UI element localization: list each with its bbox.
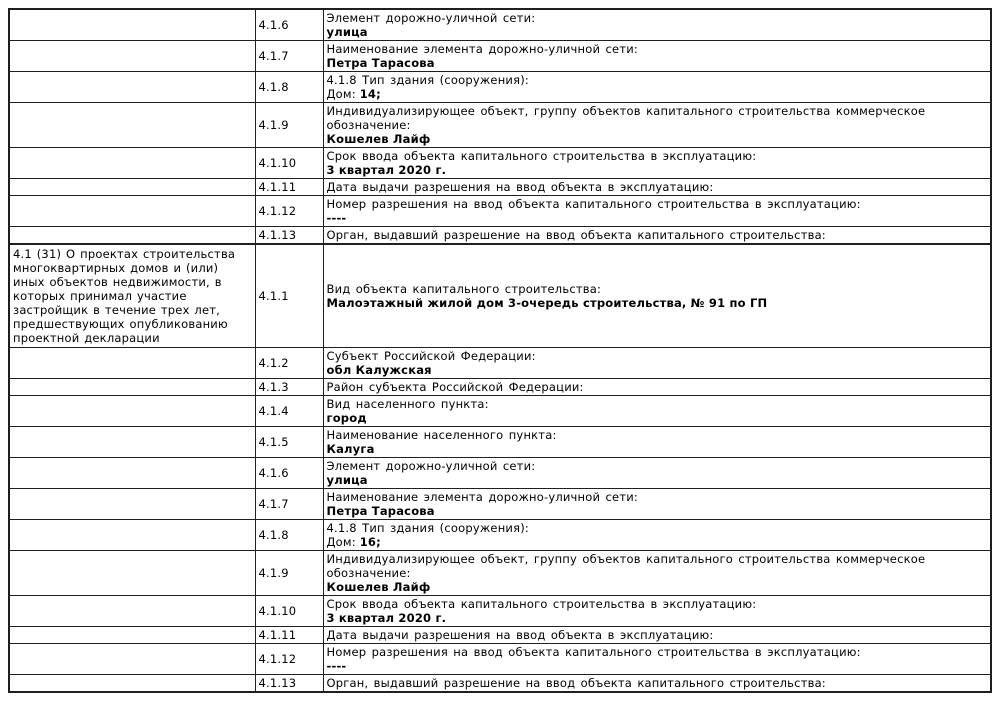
table-row — [9, 644, 991, 675]
table-row — [9, 627, 991, 644]
field-value-line — [327, 504, 988, 518]
field-label: 4.1.8 Тип здания (сооружения): — [326, 73, 529, 87]
section-cell — [9, 227, 255, 245]
section-cell — [9, 489, 255, 520]
field-value: Петра Тарасова — [326, 504, 435, 518]
declaration-table — [8, 8, 992, 693]
field-cell — [323, 227, 991, 245]
field-label: Срок ввода объекта капитального строительства в эксплуатацию: — [326, 149, 757, 163]
code-cell: 4.1.5 — [255, 427, 323, 458]
table-row — [9, 675, 991, 693]
field-cell — [323, 644, 991, 675]
section-cell — [9, 9, 255, 41]
table-row — [9, 396, 991, 427]
field-label: Индивидуализирующее объект, группу объектов капитального строительства коммерческое обозначение: — [326, 104, 926, 132]
code-cell: 4.1.9 — [255, 551, 323, 596]
field-label: Элемент дорожно-уличной сети: — [326, 11, 536, 25]
field-label: Срок ввода объекта капитального строительства в эксплуатацию: — [326, 597, 757, 611]
table-row — [9, 348, 991, 379]
field-value-line — [327, 442, 988, 456]
section-cell — [9, 244, 255, 348]
field-value-line — [327, 611, 988, 625]
field-cell — [323, 551, 991, 596]
code-cell: 4.1.8 — [255, 72, 323, 103]
code-cell: 4.1.7 — [255, 41, 323, 72]
section-cell — [9, 627, 255, 644]
field-cell — [323, 396, 991, 427]
field-value-line — [327, 296, 988, 310]
section-cell — [9, 551, 255, 596]
section-cell — [9, 427, 255, 458]
table-row — [9, 379, 991, 396]
code-cell: 4.1.11 — [255, 179, 323, 196]
field-cell — [323, 196, 991, 227]
field-value-line — [327, 87, 988, 101]
field-cell — [323, 103, 991, 148]
field-value: улица — [326, 25, 368, 39]
field-cell — [323, 179, 991, 196]
field-label: Вид объекта капитального строительства: — [326, 282, 602, 296]
field-label: Район субъекта Российской Федерации: — [326, 380, 584, 394]
field-label: Орган, выдавший разрешение на ввод объекта капитального строительства: — [326, 676, 826, 690]
section-cell — [9, 520, 255, 551]
table-row — [9, 244, 991, 348]
section-cell — [9, 379, 255, 396]
table-row — [9, 9, 991, 41]
code-cell: 4.1.9 — [255, 103, 323, 148]
section-label: 4.1 (31) О проектах строительства многоквартирных домов и (или) иных объектов недвижимости, в которых принимал участие застройщик в течение трех лет, предшествующих опубликованию проектной декларации — [13, 247, 236, 345]
field-value-prefix: Дом: — [326, 87, 360, 101]
field-value-prefix: Дом: — [326, 535, 360, 549]
field-value: ---- — [326, 211, 347, 225]
table-row — [9, 427, 991, 458]
field-label: Наименование населенного пункта: — [326, 428, 557, 442]
field-value: Кошелев Лайф — [326, 132, 431, 146]
code-cell: 4.1.4 — [255, 396, 323, 427]
section-cell — [9, 675, 255, 693]
section-cell — [9, 41, 255, 72]
field-cell — [323, 427, 991, 458]
field-cell — [323, 244, 991, 348]
field-label: Элемент дорожно-уличной сети: — [326, 459, 536, 473]
field-value-line — [327, 411, 988, 425]
field-value-line — [327, 363, 988, 377]
field-cell — [323, 379, 991, 396]
field-cell — [323, 520, 991, 551]
field-label: Наименование элемента дорожно-уличной сети: — [326, 490, 638, 504]
section-cell — [9, 348, 255, 379]
table-body — [9, 9, 991, 692]
table-row — [9, 489, 991, 520]
table-row — [9, 179, 991, 196]
field-value-line — [327, 163, 988, 177]
code-cell: 4.1.6 — [255, 458, 323, 489]
field-value: город — [326, 411, 367, 425]
field-label: Дата выдачи разрешения на ввод объекта в эксплуатацию: — [326, 180, 714, 194]
field-value: обл Калужская — [326, 363, 432, 377]
table-row — [9, 551, 991, 596]
table-row — [9, 596, 991, 627]
section-cell — [9, 103, 255, 148]
field-value-line — [327, 659, 988, 673]
field-label: Номер разрешения на ввод объекта капитального строительства в эксплуатацию: — [326, 197, 861, 211]
table-row — [9, 520, 991, 551]
field-label: Дата выдачи разрешения на ввод объекта в эксплуатацию: — [326, 628, 714, 642]
field-value-line — [327, 535, 988, 549]
field-value: 14; — [359, 87, 381, 101]
field-value: Петра Тарасова — [326, 56, 435, 70]
field-value: улица — [326, 473, 368, 487]
field-label: Орган, выдавший разрешение на ввод объекта капитального строительства: — [326, 228, 826, 242]
field-value-line — [327, 473, 988, 487]
field-value: ---- — [326, 659, 347, 673]
code-cell: 4.1.13 — [255, 227, 323, 245]
field-cell — [323, 9, 991, 41]
field-value-line — [327, 25, 988, 39]
table-row — [9, 41, 991, 72]
code-cell: 4.1.2 — [255, 348, 323, 379]
code-cell: 4.1.1 — [255, 244, 323, 348]
field-label: Субъект Российской Федерации: — [326, 349, 536, 363]
section-cell — [9, 596, 255, 627]
table-row — [9, 72, 991, 103]
field-value: 3 квартал 2020 г. — [326, 163, 447, 177]
section-cell — [9, 458, 255, 489]
code-cell: 4.1.12 — [255, 196, 323, 227]
section-cell — [9, 396, 255, 427]
field-cell — [323, 596, 991, 627]
field-cell — [323, 627, 991, 644]
field-label: Наименование элемента дорожно-уличной сети: — [326, 42, 638, 56]
code-cell: 4.1.10 — [255, 596, 323, 627]
section-cell — [9, 148, 255, 179]
table-row — [9, 458, 991, 489]
code-cell: 4.1.3 — [255, 379, 323, 396]
table-row — [9, 148, 991, 179]
field-value: Малоэтажный жилой дом 3-очередь строительства, № 91 по ГП — [326, 296, 768, 310]
section-cell — [9, 72, 255, 103]
field-cell — [323, 489, 991, 520]
field-label: Номер разрешения на ввод объекта капитального строительства в эксплуатацию: — [326, 645, 861, 659]
field-label: 4.1.8 Тип здания (сооружения): — [326, 521, 529, 535]
field-value-line — [327, 211, 988, 225]
field-cell — [323, 458, 991, 489]
field-value: 16; — [359, 535, 381, 549]
table-row — [9, 196, 991, 227]
field-value-line — [327, 56, 988, 70]
table-row — [9, 227, 991, 245]
field-value: 3 квартал 2020 г. — [326, 611, 447, 625]
field-value-line — [327, 132, 988, 146]
section-cell — [9, 644, 255, 675]
field-cell — [323, 148, 991, 179]
code-cell: 4.1.10 — [255, 148, 323, 179]
code-cell: 4.1.6 — [255, 9, 323, 41]
code-cell: 4.1.7 — [255, 489, 323, 520]
field-value: Калуга — [326, 442, 375, 456]
field-cell — [323, 348, 991, 379]
field-cell — [323, 675, 991, 693]
code-cell: 4.1.12 — [255, 644, 323, 675]
section-cell — [9, 179, 255, 196]
field-cell — [323, 41, 991, 72]
field-label: Индивидуализирующее объект, группу объектов капитального строительства коммерческое обозначение: — [326, 552, 926, 580]
field-label: Вид населенного пункта: — [326, 397, 489, 411]
field-value: Кошелев Лайф — [326, 580, 431, 594]
table-row — [9, 103, 991, 148]
code-cell: 4.1.11 — [255, 627, 323, 644]
code-cell: 4.1.8 — [255, 520, 323, 551]
section-cell — [9, 196, 255, 227]
code-cell: 4.1.13 — [255, 675, 323, 693]
field-value-line — [327, 580, 988, 594]
field-cell — [323, 72, 991, 103]
